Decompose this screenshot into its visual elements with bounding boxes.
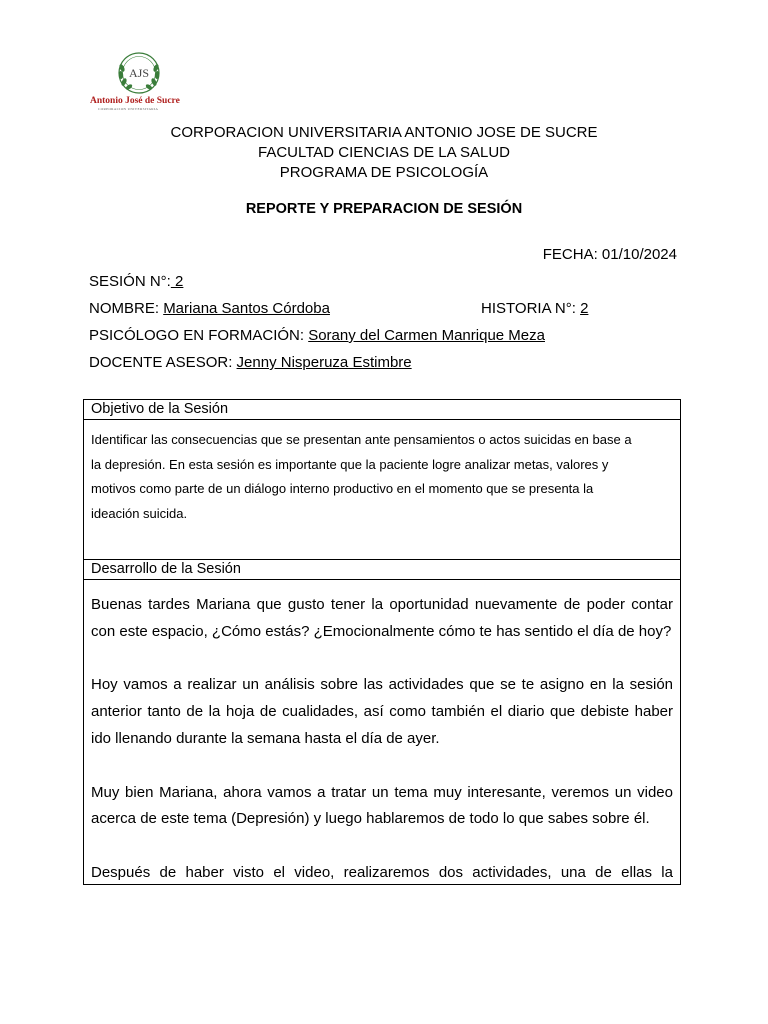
name-label: NOMBRE: xyxy=(89,300,164,317)
objective-heading: Objetivo de la Sesión xyxy=(84,400,681,420)
development-paragraph: Después de haber visto el video, realizaremos dos actividades, una de ellas la xyxy=(91,863,673,881)
advisor-label: DOCENTE ASESOR: xyxy=(89,354,237,371)
history-value: 2 xyxy=(580,300,589,317)
university-logo xyxy=(88,50,190,112)
advisor-value: Jenny Nisperuza Estimbre xyxy=(236,354,412,371)
objective-line: ideación suicida. xyxy=(91,505,188,521)
history-number-field xyxy=(481,300,588,317)
header-faculty: FACULTAD CIENCIAS DE LA SALUD xyxy=(257,144,510,161)
session-label: SESIÓN N°: xyxy=(89,273,171,290)
psychologist-label: PSICÓLOGO EN FORMACIÓN: xyxy=(89,327,309,344)
development-paragraph: Buenas tardes Mariana que gusto tener la oportunidad nuevamente de poder contar con este espacio, ¿Cómo estás? ¿Emocionalmente cómo te has sentido el día de hoy? xyxy=(91,596,673,640)
date-label: FECHA: xyxy=(542,246,602,263)
objective-line: la depresión. En esta sesión es importante que la paciente logre analizar metas, valores y xyxy=(91,456,609,472)
objective-line: motivos como parte de un diálogo interno productivo en el momento que se presenta la xyxy=(91,481,594,496)
objective-body xyxy=(84,420,681,560)
objective-line: Identificar las consecuencias que se presentan ante pensamientos o actos suicidas en base a xyxy=(91,432,632,447)
development-heading: Desarrollo de la Sesión xyxy=(84,560,681,580)
session-table xyxy=(83,399,681,885)
patient-name-field xyxy=(89,300,330,317)
header-program: PROGRAMA DE PSICOLOGÍA xyxy=(279,164,489,181)
development-body xyxy=(84,580,681,885)
psychologist-value: Sorany del Carmen Manrique Meza xyxy=(308,327,545,344)
advisor-field xyxy=(89,354,412,371)
laurel-wreath-icon xyxy=(108,50,170,96)
name-value: Mariana Santos Córdoba xyxy=(163,300,330,317)
date-value: 01/10/2024 xyxy=(601,246,677,263)
logo-initials: AJS xyxy=(128,66,150,80)
session-value: 2 xyxy=(170,273,184,290)
development-paragraph: Muy bien Mariana, ahora vamos a tratar un tema muy interesante, veremos un video acerca de este tema (Depresión) y luego hablaremos de todo lo que sabes sobre él. xyxy=(91,783,673,828)
header-institution: CORPORACION UNIVERSITARIA ANTONIO JOSE DE SUCRE xyxy=(170,124,598,141)
date-field xyxy=(543,246,677,263)
document-title: REPORTE Y PREPARACION DE SESIÓN xyxy=(245,201,523,217)
psychologist-field xyxy=(89,327,545,344)
session-number-field xyxy=(89,273,183,290)
history-label: HISTORIA N°: xyxy=(481,300,581,317)
development-paragraph: Hoy vamos a realizar un análisis sobre las actividades que se te asigno en la sesión anterior tanto de la hoja de cualidades, así como también el diario que debiste haber ido llenando durante la semana hasta el día de ayer. xyxy=(91,676,673,747)
logo-subtitle: CORPORACION UNIVERSITARIA xyxy=(98,107,159,111)
logo-name: Antonio José de Sucre xyxy=(90,96,180,106)
